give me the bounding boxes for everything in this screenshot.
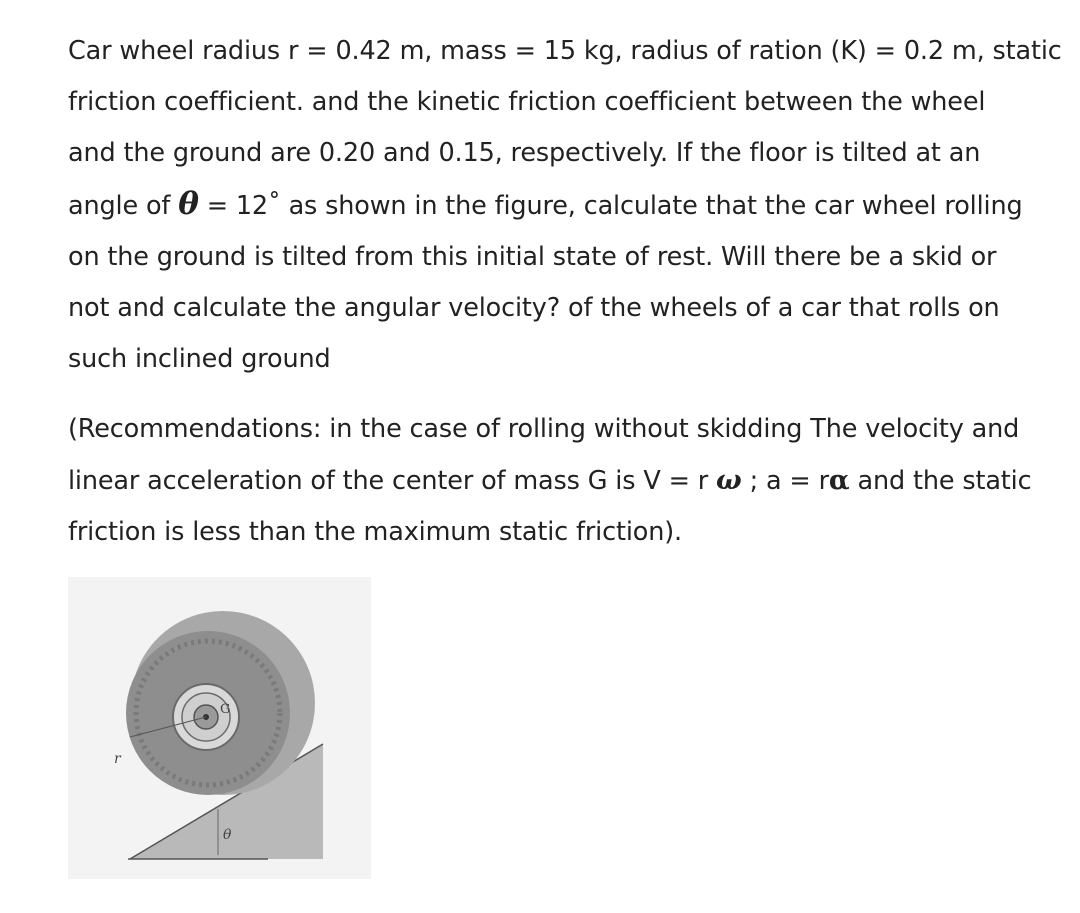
problem-line-5: on the ground is tilted from this initial state of rest. Will there be a skid or — [68, 242, 997, 272]
hint-line-1: (Recommendations: in the case of rolling without skidding The velocity and — [68, 414, 1020, 444]
hint-line-2-end: and the static — [849, 466, 1032, 496]
recommendation-note — [68, 404, 1058, 558]
problem-line-1: Car wheel radius r = 0.42 m, mass = 15 kg, radius of ration (K) = 0.2 m, static — [68, 36, 1062, 66]
hint-line-2-start: linear acceleration of the center of mass G is V = r — [68, 466, 717, 496]
problem-line-7: such inclined ground — [68, 344, 331, 374]
hint-line-2 — [68, 455, 1058, 507]
hint-line-2-mid: ; a = r — [741, 466, 829, 496]
omega-symbol: ω — [716, 465, 742, 496]
problem-line-4-start: angle of — [68, 191, 179, 221]
wheel-on-incline-figure — [68, 577, 371, 879]
radius-label: r — [114, 751, 121, 767]
angle-label: θ — [223, 827, 232, 843]
problem-line-3: and the ground are 0.20 and 0.15, respectively. If the floor is tilted at an — [68, 138, 981, 168]
theta-symbol: θ — [178, 186, 199, 222]
alpha-symbol: α — [828, 465, 850, 496]
hint-line-3: friction is less than the maximum static friction). — [68, 517, 682, 547]
problem-line-4-end: = 12˚ as shown in the figure, calculate that the car wheel rolling — [198, 191, 1023, 221]
problem-line-2: friction coefficient. and the kinetic friction coefficient between the wheel — [68, 87, 986, 117]
problem-line-6: not and calculate the angular velocity? of the wheels of a car that rolls on — [68, 293, 1000, 323]
center-of-mass-label: G — [220, 702, 231, 717]
problem-line-4 — [68, 179, 1058, 232]
problem-statement — [68, 26, 1062, 385]
